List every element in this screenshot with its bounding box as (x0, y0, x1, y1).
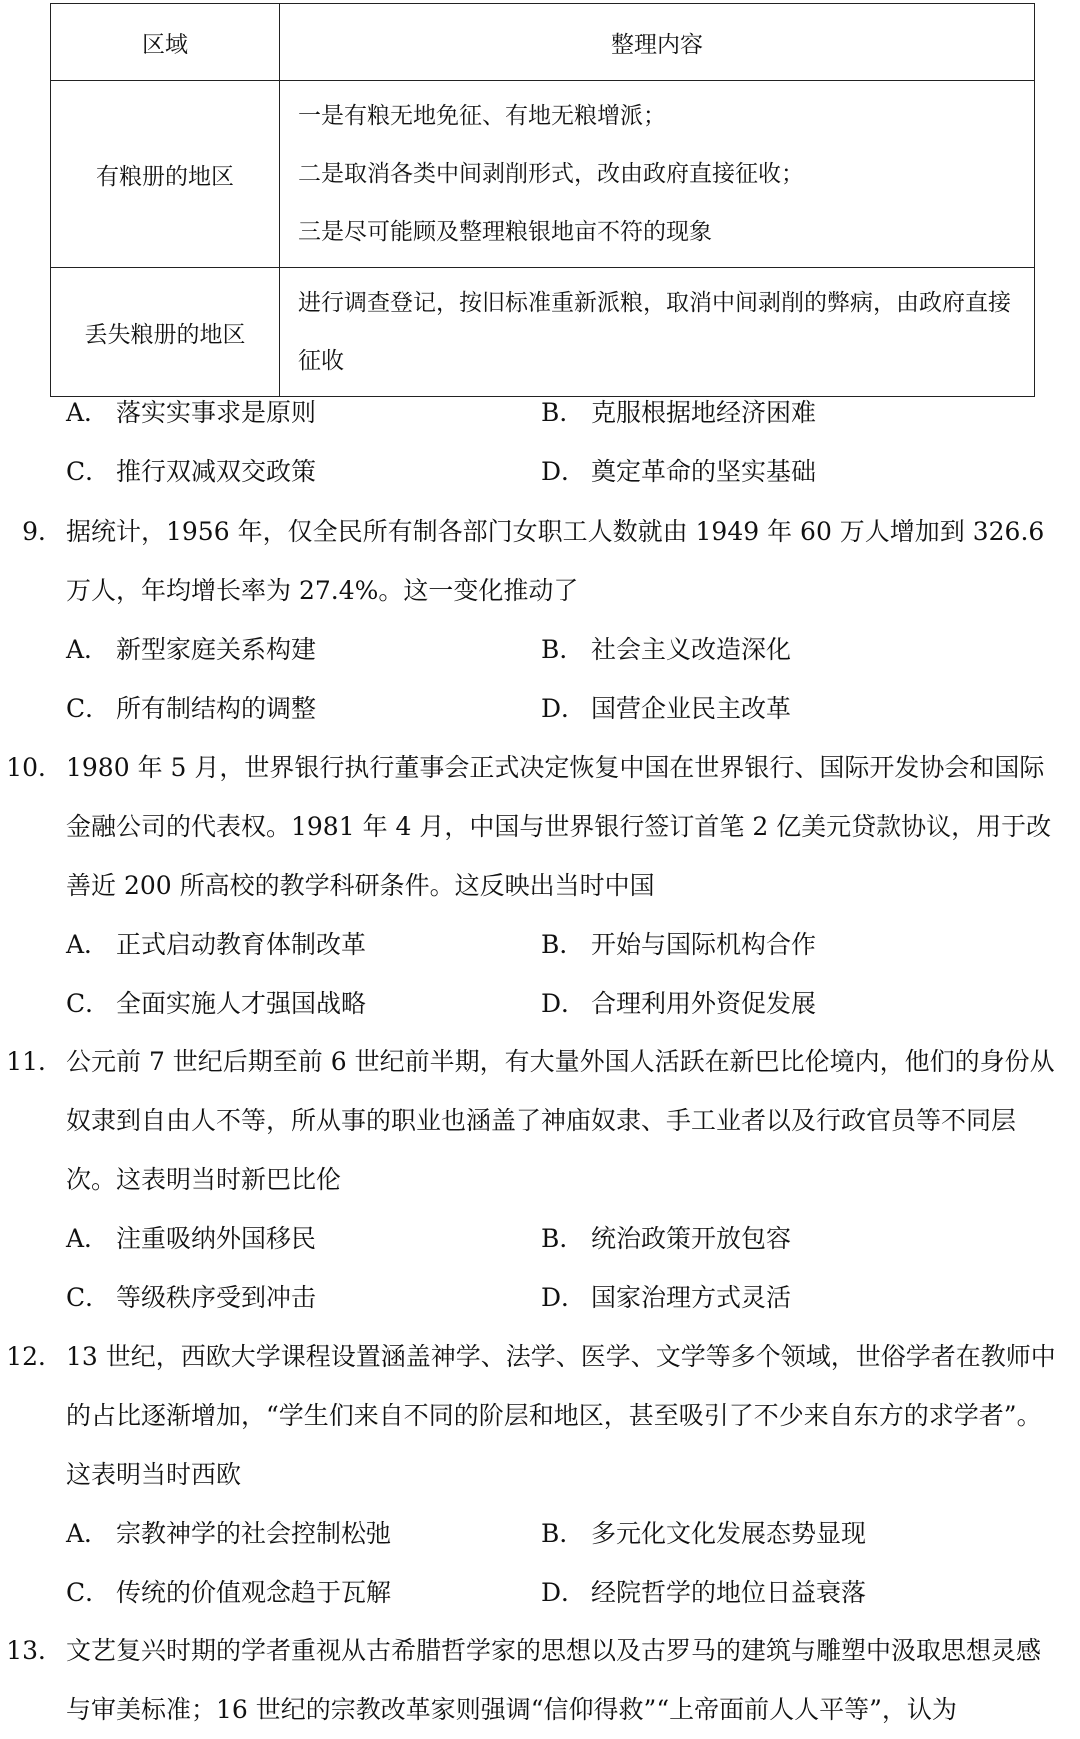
question-stem: 10． 1980 年 5 月，世界银行执行董事会正式决定恢复中国在世界银行、国际开发协会和国际金融公司的代表权。1981 年 4 月，中国与世界银行签订首笔 2 亿美元贷款协议，用于改善近 200 所高校的教学科研条件。这反映出当时中国 (0, 738, 1080, 915)
table-header-row (51, 4, 1035, 81)
option-d[interactable]: D． 奠定革命的坚实基础 (541, 457, 817, 486)
question-11-options (0, 1209, 1080, 1327)
option-b[interactable]: B． 多元化文化发展态势显现 (541, 1519, 867, 1548)
table-cell-region: 丢失粮册的地区 (51, 268, 280, 397)
option-b[interactable]: B． 社会主义改造深化 (541, 635, 792, 664)
question-12 (0, 1327, 1080, 1622)
question-10-options (0, 915, 1080, 1033)
question-8-options-block (0, 383, 1080, 501)
option-a[interactable]: A． 正式启动教育体制改革 (66, 930, 367, 959)
option-c[interactable]: C． 所有制结构的调整 (66, 694, 317, 723)
option-a[interactable]: A． 新型家庭关系构建 (66, 635, 317, 664)
table-header-region: 区域 (51, 4, 280, 81)
table-cell-content (280, 81, 1035, 268)
content-line: 进行调查登记，按旧标准重新派粮，取消中间剥削的弊病，由政府直接征收 (298, 290, 1011, 374)
option-b[interactable]: B． 统治政策开放包容 (541, 1224, 792, 1253)
content-line: 一是有粮无地免征、有地无粮增派； (298, 103, 666, 129)
question-stem: 12． 13 世纪，西欧大学课程设置涵盖神学、法学、医学、文学等多个领域，世俗学者在教师中的占比逐渐增加，“学生们来自不同的阶层和地区，甚至吸引了不少来自东方的求学者”。这表明当时西欧 (0, 1327, 1080, 1504)
question-number: 10． (6, 753, 63, 782)
option-c[interactable]: C． 等级秩序受到冲击 (66, 1283, 317, 1312)
question-10 (0, 738, 1080, 1033)
option-a[interactable]: A． 宗教神学的社会控制松弛 (66, 1519, 392, 1548)
question-stem: 13． 文艺复兴时期的学者重视从古希腊哲学家的思想以及古罗马的建筑与雕塑中汲取思想灵感与审美标准；16 世纪的宗教改革家则强调“信仰得救”“上帝面前人人平等”，认为 (0, 1621, 1080, 1739)
option-d[interactable]: D． 国营企业民主改革 (541, 694, 792, 723)
question-11 (0, 1032, 1080, 1327)
option-c[interactable]: C． 传统的价值观念趋于瓦解 (66, 1578, 392, 1607)
question-stem: 9． 据统计，1956 年，仅全民所有制各部门女职工人数就由 1949 年 60 万人增加到 326.6 万人，年均增长率为 27.4%。这一变化推动了 (0, 502, 1080, 620)
option-d[interactable]: D． 经院哲学的地位日益衰落 (541, 1578, 867, 1607)
table-header-content: 整理内容 (280, 4, 1035, 81)
question-12-options (0, 1504, 1080, 1622)
question-8-options (0, 383, 1080, 501)
table-row (51, 81, 1035, 268)
question-9 (0, 502, 1080, 738)
grain-reform-table (50, 3, 1035, 397)
question-number: 9． (22, 517, 63, 546)
content-line: 二是取消各类中间剥削形式，改由政府直接征收； (298, 161, 804, 187)
option-b[interactable]: B． 克服根据地经济困难 (541, 398, 817, 427)
option-a[interactable]: A． 落实实事求是原则 (66, 398, 317, 427)
table-cell-region: 有粮册的地区 (51, 81, 280, 268)
question-stem: 11． 公元前 7 世纪后期至前 6 世纪前半期，有大量外国人活跃在新巴比伦境内，他们的身份从奴隶到自由人不等，所从事的职业也涵盖了神庙奴隶、手工业者以及行政官员等不同层次。这表明当时新巴比伦 (0, 1032, 1080, 1209)
option-a[interactable]: A． 注重吸纳外国移民 (66, 1224, 317, 1253)
question-9-options (0, 620, 1080, 738)
question-13 (0, 1621, 1080, 1739)
option-d[interactable]: D． 合理利用外资促发展 (541, 989, 817, 1018)
option-c[interactable]: C． 推行双减双交政策 (66, 457, 317, 486)
option-b[interactable]: B． 开始与国际机构合作 (541, 930, 817, 959)
table-row (51, 268, 1035, 397)
content-line: 三是尽可能顾及整理粮银地亩不符的现象 (298, 219, 712, 245)
question-number: 11． (6, 1047, 63, 1076)
option-c[interactable]: C． 全面实施人才强国战略 (66, 989, 367, 1018)
table-cell-content (280, 268, 1035, 397)
question-number: 12． (6, 1342, 63, 1371)
question-number: 13． (6, 1636, 63, 1665)
option-d[interactable]: D． 国家治理方式灵活 (541, 1283, 792, 1312)
